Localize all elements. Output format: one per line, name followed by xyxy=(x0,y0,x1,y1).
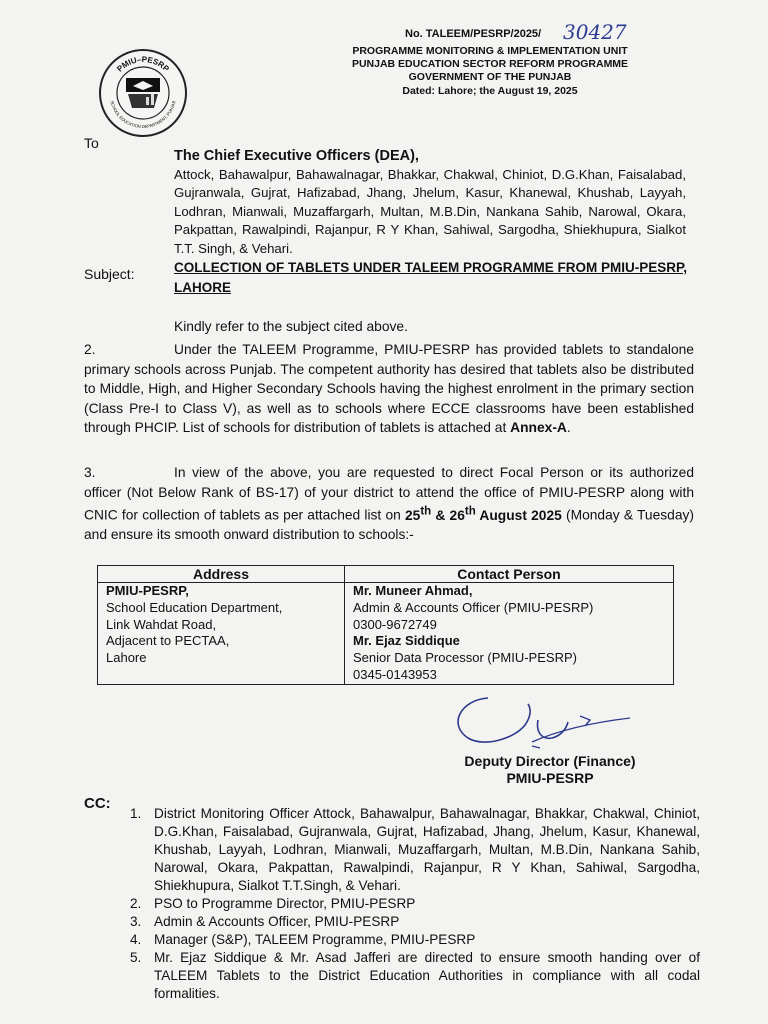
cc-item xyxy=(130,913,700,931)
contact-role: Senior Data Processor (PMIU-PESRP) xyxy=(353,650,577,666)
header-date: Dated: Lahore; the August 19, 2025 xyxy=(402,85,578,97)
cc-item xyxy=(130,895,700,913)
cc-item-number: 3. xyxy=(130,914,142,929)
cc-item-text: Admin & Accounts Officer, PMIU-PESRP xyxy=(154,914,400,929)
header-unit: PROGRAMME MONITORING & IMPLEMENTATION UNIT xyxy=(352,45,628,57)
cc-item-text: Manager (S&P), TALEEM Programme, PMIU-PESRP xyxy=(154,932,476,947)
addressee-block xyxy=(174,147,686,258)
logo-top-text: PMIU–PESRP xyxy=(115,54,171,74)
cc-item-text: Mr. Ejaz Siddique & Mr. Asad Jafferi are directed to ensure smooth handing over of TALEEM Tablets to the District Education Authorities in compliance with all codal formalities. xyxy=(154,950,700,1001)
to-label: To xyxy=(84,135,99,151)
cc-item-text: PSO to Programme Director, PMIU-PESRP xyxy=(154,896,416,911)
header-government: GOVERNMENT OF THE PUNJAB xyxy=(408,71,572,83)
designation-office: PMIU-PESRP xyxy=(506,770,594,786)
paragraph-2 xyxy=(84,340,694,438)
signature xyxy=(440,690,640,760)
handwritten-reference: 30427 xyxy=(563,20,627,44)
cc-list xyxy=(130,805,700,1003)
address-line: Lahore xyxy=(106,650,147,666)
cc-item xyxy=(130,931,700,949)
paragraph-2-number: 2. xyxy=(84,342,96,357)
subject-text: COLLECTION OF TABLETS UNDER TALEEM PROGRAMME FROM PMIU-PESRP, LAHORE xyxy=(174,260,687,295)
paragraph-3 xyxy=(84,463,694,545)
table-header-contact: Contact Person xyxy=(345,566,674,583)
paragraph-3-number: 3. xyxy=(84,465,96,480)
cc-item-number: 1. xyxy=(130,806,142,821)
reference-number: No. TALEEM/PESRP/2025/ xyxy=(405,28,542,40)
cc-item-number: 4. xyxy=(130,932,142,947)
cc-item-number: 5. xyxy=(130,950,142,965)
cc-item-number: 2. xyxy=(130,896,142,911)
address-cell xyxy=(98,583,345,685)
collection-dates: 25th & 26th August 2025 xyxy=(404,505,562,523)
table-header-address: Address xyxy=(98,566,345,583)
contact-name: Mr. Ejaz Siddique xyxy=(353,633,460,649)
logo-bottom-text: SCHOOL EDUCATION DEPARTMENT, PUNJAB xyxy=(109,100,177,130)
addressee-title: The Chief Executive Officers (DEA), xyxy=(174,148,419,164)
signatory-designation xyxy=(440,753,660,787)
address-line: Adjacent to PECTAA, xyxy=(106,633,230,649)
addressee-districts: Attock, Bahawalpur, Bahawalnagar, Bhakkar, Chakwal, Chiniot, D.G.Khan, Faisalabad, Gujranwala, Gujrat, Hafizabad, Jhang, Jhelum, Kasur, Khanewal, Khushab, Layyah, Lodhran, Mianwali, Muzaffargarh, Multan, M.B.Din, Nankana Sahib, Narowal, Okara, Pakpattan, Rawalpindi, Rajanpur, R Y Khan, Sahiwal, Sargodha, Shiekhupura, Sialkot T.T. Singh, & Vehari. xyxy=(174,166,686,256)
contact-cell xyxy=(345,583,674,685)
opening-line: Kindly refer to the subject cited above. xyxy=(174,319,408,334)
contact-phone: 0345-0143953 xyxy=(353,666,437,682)
pmiu-logo-seal xyxy=(98,48,188,138)
contact-phone: 0300-9672749 xyxy=(353,616,437,632)
subject-label: Subject: xyxy=(84,266,135,282)
header-programme: PUNJAB EDUCATION SECTOR REFORM PROGRAMME xyxy=(351,58,629,70)
paragraph-2-end: . xyxy=(566,420,571,435)
address-line: School Education Department, xyxy=(106,599,283,615)
contact-table xyxy=(97,565,674,685)
designation-title: Deputy Director (Finance) xyxy=(464,753,636,769)
paragraph-3-end: (Monday & Tuesday) and ensure its smooth onward distribution to schools:- xyxy=(84,507,694,543)
cc-label: CC: xyxy=(84,795,111,812)
cc-item xyxy=(130,949,700,1003)
cc-item xyxy=(130,805,700,895)
paragraph-3-text: In view of the above, you are requested to direct Focal Person or its authorized officer (Not Below Rank of BS-17) of your district to attend the office of PMIU-PESRP along with CNIC for collection of tablets as per attached list on xyxy=(84,465,694,523)
annex-reference: Annex-A xyxy=(510,420,567,435)
address-line: Link Wahdat Road, xyxy=(106,616,217,632)
paragraph-2-text: Under the TALEEM Programme, PMIU-PESRP has provided tablets to standalone primary schools across Punjab. The competent authority has desired that tablets also be distributed to Middle, High, and Higher Secondary Schools having the highest enrolment in the primary section (Class Pre-I to Class V), as well as to schools where ECCE classrooms have been established through PHCIP. List of schools for distribution of tablets is attached at xyxy=(84,342,694,435)
cc-item-text: District Monitoring Officer Attock, Bahawalpur, Bahawalnagar, Bhakkar, Chakwal, Chiniot, D.G.Khan, Faisalabad, Gujranwala, Gujrat, Hafizabad, Jhang, Jhelum, Kasur, Khanewal, Khushab, Layyah, Lodhran, Mianwali, Muzaffargarh, Multan, M.B.Din, Nankana Sahib, Narowal, Okara, Pakpattan, Rawalpindi, Rajanpur, R Y Khan, Sahiwal, Sargodha, Shiekhupura, Sialkot T.T.Singh, & Vehari. xyxy=(154,806,700,893)
contact-role: Admin & Accounts Officer (PMIU-PESRP) xyxy=(353,599,594,615)
contact-name: Mr. Muneer Ahmad, xyxy=(353,583,473,598)
address-title: PMIU-PESRP, xyxy=(106,583,189,598)
